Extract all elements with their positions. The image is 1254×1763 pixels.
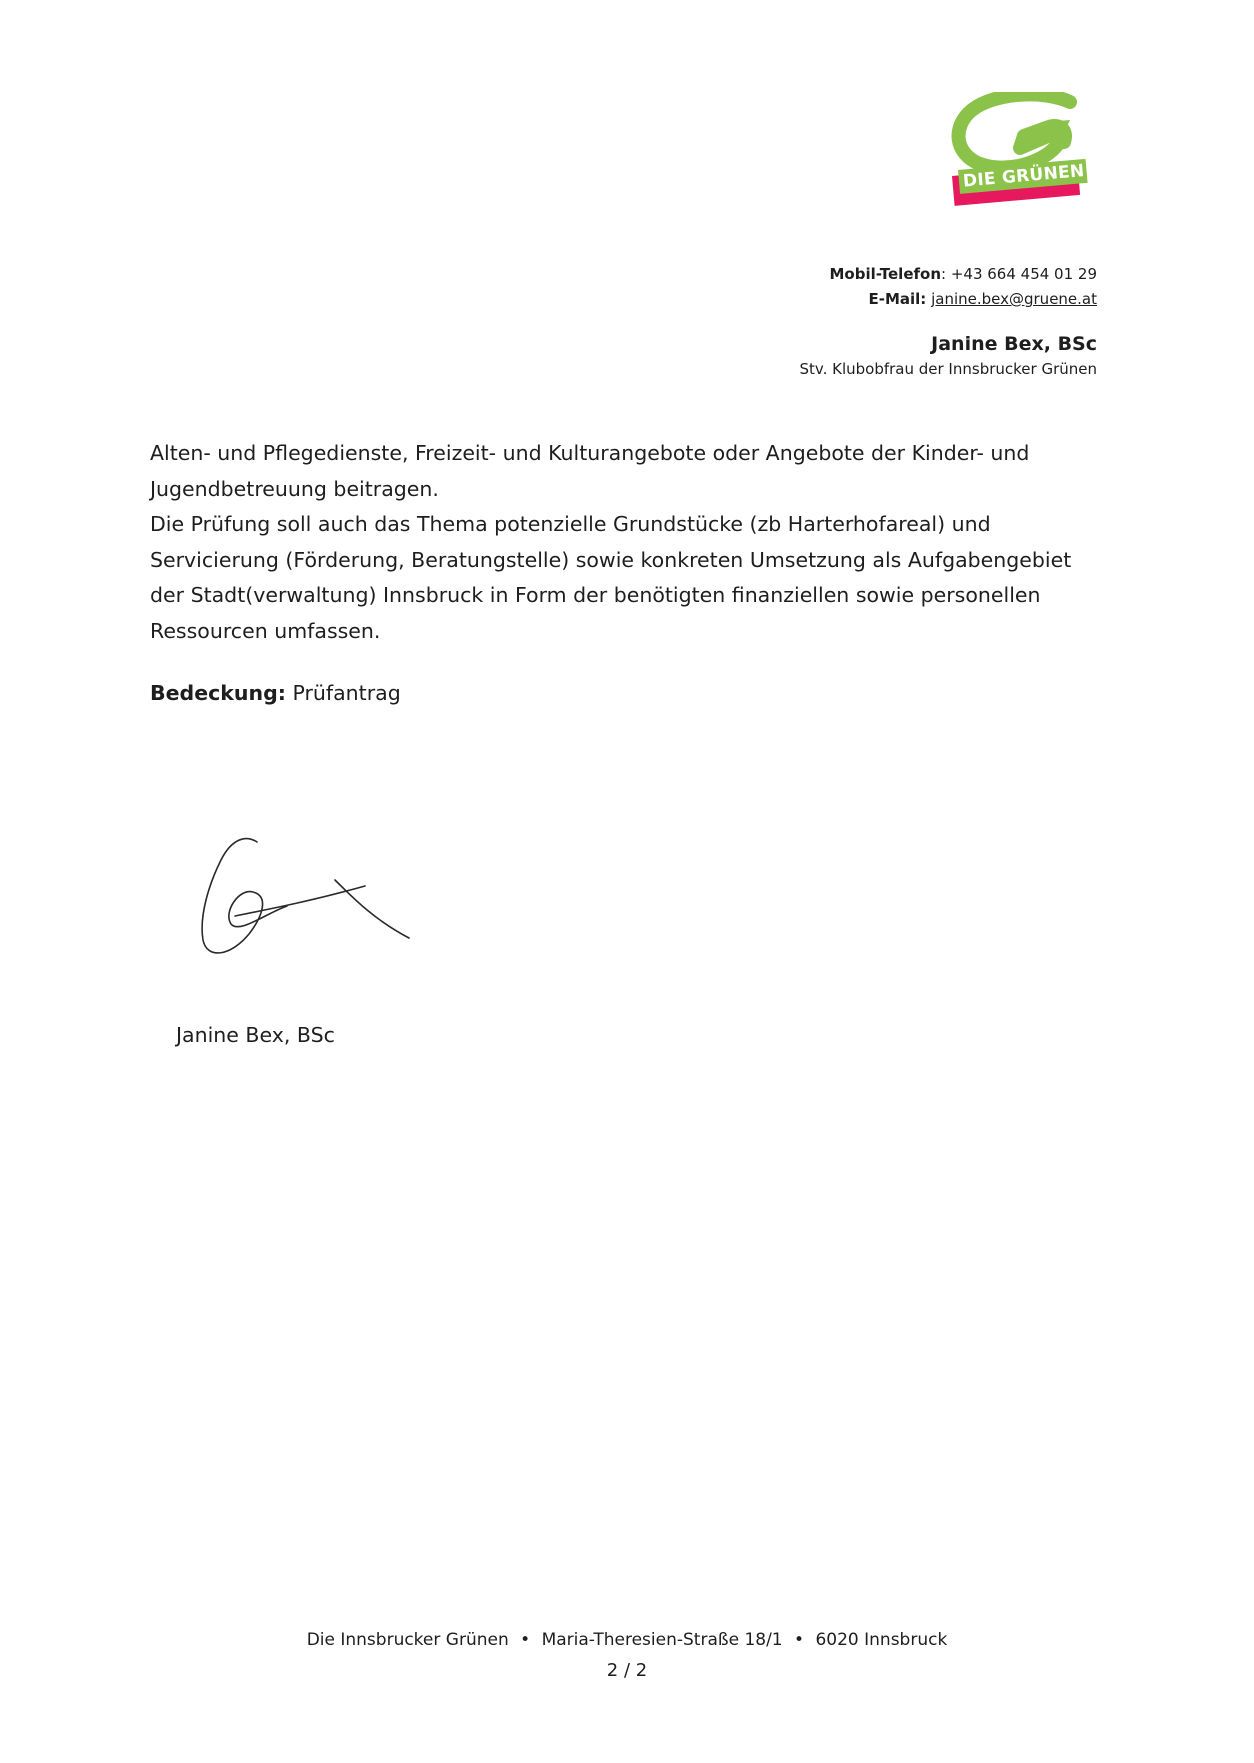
letter-body (150, 436, 1110, 649)
logo-wordmark: DIE GRÜNEN (958, 159, 1088, 194)
footer-city: 6020 Innsbruck (815, 1630, 948, 1650)
sender-block (799, 331, 1097, 381)
phone-value: +43 664 454 01 29 (950, 265, 1097, 283)
logo-subtitle: INNSBRUCK (1010, 196, 1069, 212)
footer-separator: • (520, 1630, 531, 1650)
email-line (829, 287, 1097, 312)
coverage-line (150, 678, 401, 708)
phone-label: Mobil-Telefon (829, 265, 941, 283)
sender-role: Stv. Klubobfrau der Innsbrucker Grünen (799, 360, 1097, 378)
die-gruenen-logo (950, 92, 1085, 232)
signer-name: Janine Bex, BSc (176, 1023, 335, 1047)
email-label: E-Mail: (868, 290, 927, 308)
email-link[interactable]: janine.bex@gruene.at (931, 290, 1097, 308)
footer-separator: • (794, 1630, 805, 1650)
body-paragraph-1: Alten- und Pflegedienste, Freizeit- und Kulturangebote oder Angebote der Kinder- und Jugendbetreuung beitragen. (150, 441, 1030, 501)
footer-street: Maria-Theresien-Straße 18/1 (541, 1630, 783, 1650)
page-number: 2 / 2 (606, 1660, 648, 1681)
coverage-value: Prüfantrag (292, 681, 401, 705)
body-paragraph-2: Die Prüfung soll auch das Thema potenzielle Grundstücke (zb Harterhofareal) und Servicierung (Förderung, Beratungstelle) sowie konkreten Umsetzung als Aufgabengebiet der Stadt(verwaltung) Innsbruck in Form der benötigten finanziellen sowie personellen Ressourcen umfassen. (150, 512, 1072, 643)
footer-address (0, 1627, 1254, 1653)
phone-line: Mobil-Telefon: +43 664 454 01 29 (829, 265, 1097, 283)
coverage-label: Bedeckung: (150, 681, 286, 705)
contact-block (829, 262, 1097, 312)
handwritten-signature-icon (195, 830, 425, 970)
sender-name: Janine Bex, BSc (931, 333, 1097, 355)
footer-org: Die Innsbrucker Grünen (306, 1630, 509, 1650)
